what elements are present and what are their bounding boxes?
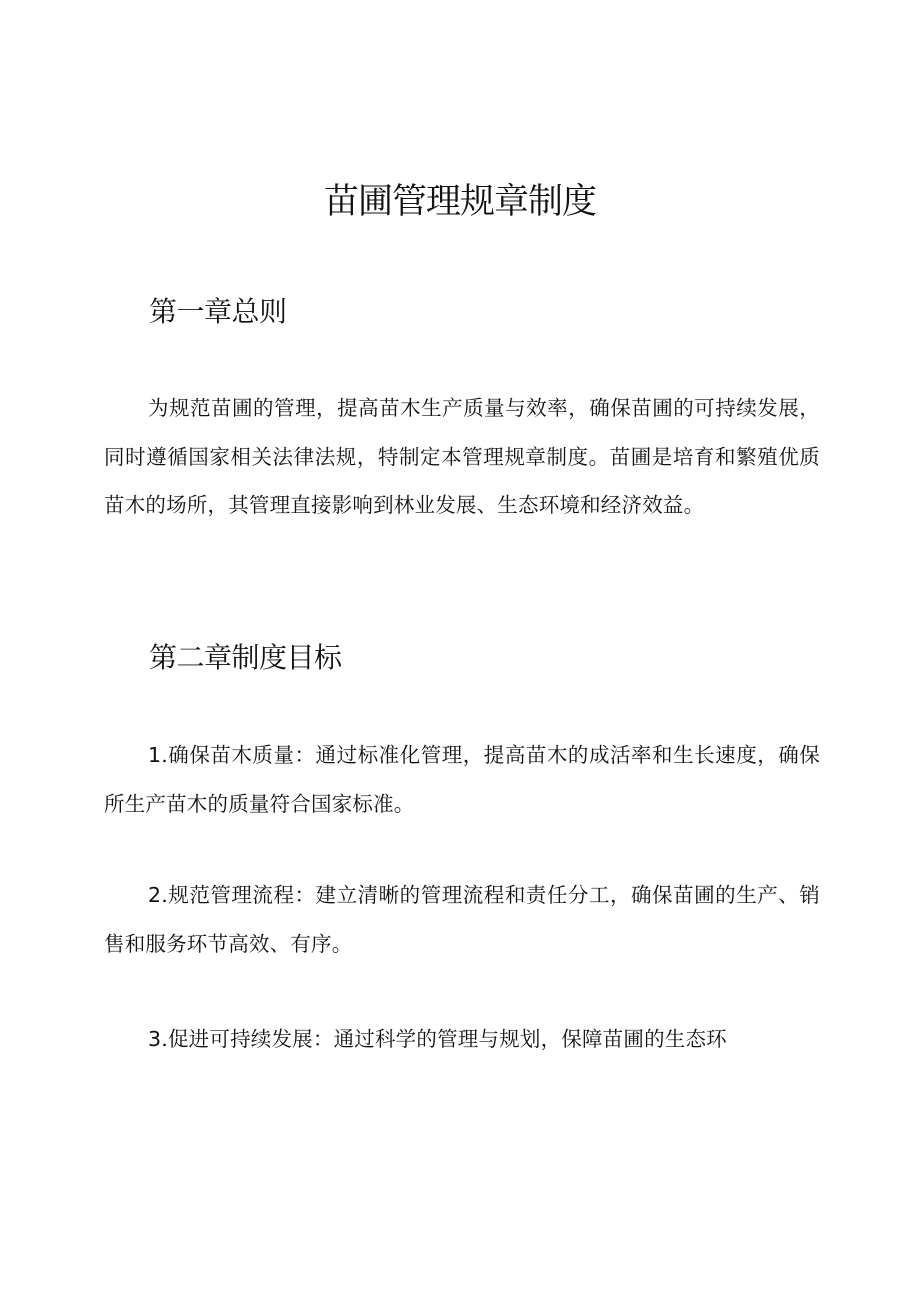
chapter-1-paragraph: 为规范苗圃的管理，提高苗木生产质量与效率，确保苗圃的可持续发展，同时遵循国家相关法律法规，特制定本管理规章制度。苗圃是培育和繁殖优质苗木的场所，其管理直接影响到林业发展、生态环境和经济效益。 <box>104 396 820 517</box>
goal-item-number: 2 <box>148 883 162 907</box>
goal-item-number: 1 <box>148 743 162 767</box>
chapter-1-heading: 第一章总则 <box>149 295 287 328</box>
goal-item-2 <box>104 871 820 968</box>
goal-item-1 <box>104 731 820 828</box>
goal-item-text: .确保苗木质量：通过标准化管理，提高苗木的成活率和生长速度，确保所生产苗木的质量符合国家标准。 <box>104 743 820 816</box>
goal-item-number: 3 <box>148 1027 162 1051</box>
goal-item-3 <box>104 1015 820 1064</box>
goal-item-text: .规范管理流程：建立清晰的管理流程和责任分工，确保苗圃的生产、销售和服务环节高效、有序。 <box>104 883 820 956</box>
goal-item-text: .促进可持续发展：通过科学的管理与规划，保障苗圃的生态环 <box>161 1027 727 1051</box>
document-title: 苗圃管理规章制度 <box>323 182 596 222</box>
chapter-2-heading: 第二章制度目标 <box>149 641 342 674</box>
